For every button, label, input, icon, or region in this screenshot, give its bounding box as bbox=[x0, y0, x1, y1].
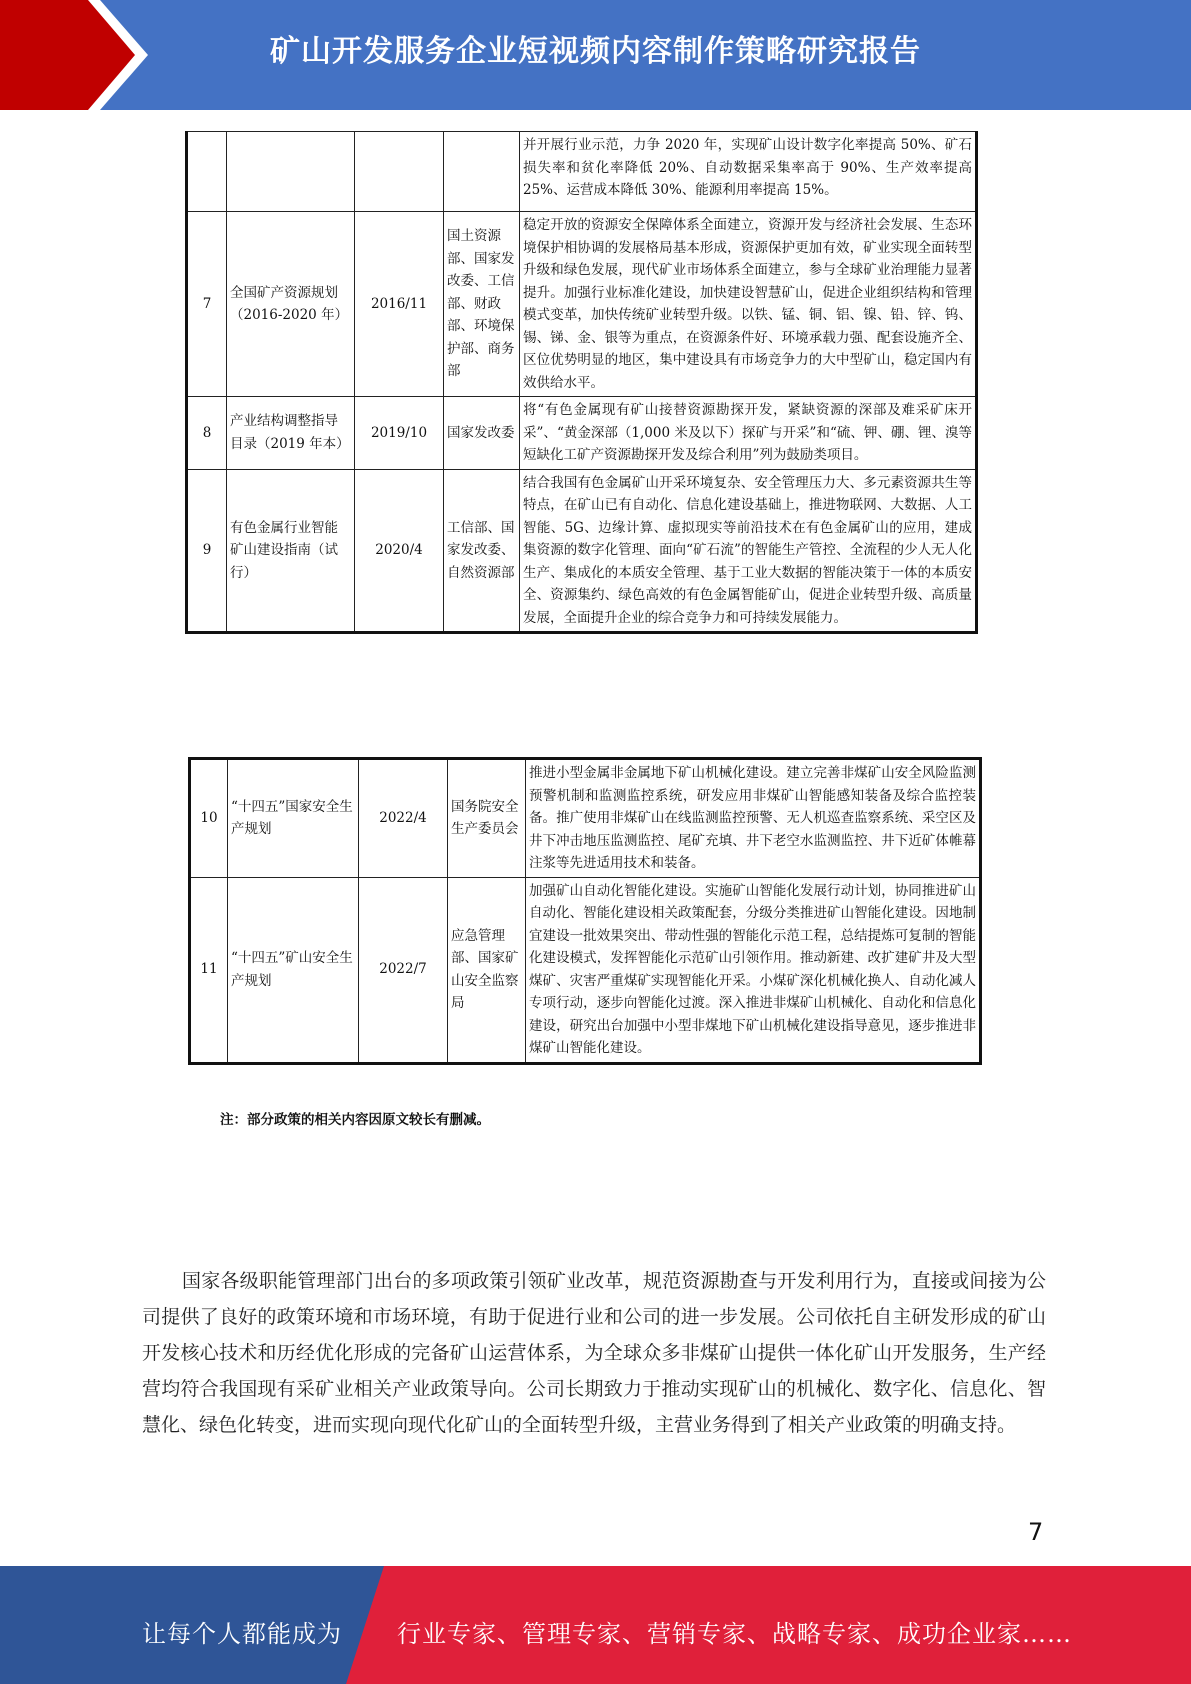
table-row bbox=[187, 132, 977, 212]
page-number: 7 bbox=[1028, 1518, 1044, 1546]
table-row bbox=[187, 397, 977, 470]
table-row bbox=[190, 759, 981, 878]
footer-slogan-left: 让每个人都能成为 bbox=[142, 1620, 342, 1648]
row-number: 8 bbox=[187, 397, 227, 470]
policy-name: 有色金属行业智能矿山建设指南（试行） bbox=[227, 469, 355, 633]
issuing-department: 应急管理部、国家矿山安全监察局 bbox=[448, 877, 526, 1063]
row-number bbox=[187, 132, 227, 212]
policy-table-part-1 bbox=[185, 131, 978, 634]
policy-content: 稳定开放的资源安全保障体系全面建立，资源开发与经济社会发展、生态环境保护相协调的发展格局基本形成，资源保护更加有效，矿业实现全面转型升级和绿色发展，现代矿业市场体系全面建立，参与全球矿业治理能力显著提升。加强行业标准化建设，加快建设智慧矿山，促进企业组织结构和管理模式变革，加快传统矿业转型升级。以铁、锰、铜、铝、镍、铅、锌、钨、锡、锑、金、银等为重点，在资源条件好、环境承载力强、配套设施齐全、区位优势明显的地区，集中建设具有市场竞争力的大中型矿山，稳定国内有效供给水平。 bbox=[520, 212, 977, 397]
footer-slogan-right: 行业专家、管理专家、营销专家、战略专家、成功企业家…… bbox=[397, 1620, 1072, 1648]
table-row bbox=[187, 212, 977, 397]
policy-name: “十四五”矿山安全生产规划 bbox=[228, 877, 359, 1063]
row-number: 9 bbox=[187, 469, 227, 633]
issuing-department: 国土资源部、国家发改委、工信部、财政部、环境保护部、商务部 bbox=[444, 212, 520, 397]
policy-content: 并开展行业示范，力争 2020 年，实现矿山设计数字化率提高 50%、矿石损失率和贫化率降低 20%、自动数据采集率高于 90%、生产效率提高 25%、运营成本降低 30%、能源利用率提高 15%。 bbox=[520, 132, 977, 212]
policy-name: “十四五”国家安全生产规划 bbox=[228, 759, 359, 878]
policy-name bbox=[227, 132, 355, 212]
policy-table-part-2 bbox=[188, 757, 982, 1065]
issue-date: 2020/4 bbox=[355, 469, 444, 633]
policy-content: 加强矿山自动化智能化建设。实施矿山智能化发展行动计划，协同推进矿山自动化、智能化建设相关政策配套，分级分类推进矿山智能化建设。因地制宜建设一批效果突出、带动性强的智能化示范工程，总结提炼可复制的智能化建设模式，发挥智能化示范矿山引领作用。推动新建、改扩建矿井及大型煤矿、灾害严重煤矿实现智能化开采。小煤矿深化机械化换人、自动化减人专项行动，逐步向智能化过渡。深入推进非煤矿山机械化、自动化和信息化建设，研究出台加强中小型非煤地下矿山机械化建设指导意见，逐步推进非煤矿山智能化建设。 bbox=[526, 877, 981, 1063]
table-row bbox=[187, 469, 977, 633]
issue-date: 2022/4 bbox=[359, 759, 448, 878]
policy-name: 产业结构调整指导目录（2019 年本） bbox=[227, 397, 355, 470]
policy-content: 推进小型金属非金属地下矿山机械化建设。建立完善非煤矿山安全风险监测预警机制和监测监控系统，研发应用非煤矿山智能感知装备及综合监控装备。推广使用非煤矿山在线监测监控预警、无人机巡查监察系统、采空区及井下冲击地压监测监控、尾矿充填、井下老空水监测监控、井下近矿体帷幕注浆等先进适用技术和装备。 bbox=[526, 759, 981, 878]
row-number: 11 bbox=[190, 877, 228, 1063]
body-paragraph: 国家各级职能管理部门出台的多项政策引领矿业改革，规范资源勘查与开发利用行为，直接或间接为公司提供了良好的政策环境和市场环境，有助于促进行业和公司的进一步发展。公司依托自主研发形成的矿山开发核心技术和历经优化形成的完备矿山运营体系，为全球众多非煤矿山提供一体化矿山开发服务，生产经营均符合我国现有采矿业相关产业政策导向。公司长期致力于推动实现矿山的机械化、数字化、信息化、智慧化、绿色化转变，进而实现向现代化矿山的全面转型升级，主营业务得到了相关产业政策的明确支持。 bbox=[142, 1270, 1046, 1436]
report-title: 矿山开发服务企业短视频内容制作策略研究报告 bbox=[270, 34, 921, 69]
issue-date bbox=[355, 132, 444, 212]
policy-content: 结合我国有色金属矿山开采环境复杂、安全管理压力大、多元素资源共生等特点，在矿山已有自动化、信息化建设基础上，推进物联网、大数据、人工智能、5G、边缘计算、虚拟现实等前沿技术在有色金属矿山的应用，建成集资源的数字化管理、面向“矿石流”的智能生产管控、全流程的少人无人化生产、集成化的本质安全管理、基于工业大数据的智能决策于一体的本质安全、资源集约、绿色高效的有色金属智能矿山，促进企业转型升级、高质量发展，全面提升企业的综合竞争力和可持续发展能力。 bbox=[520, 469, 977, 633]
issuing-department: 工信部、国家发改委、自然资源部 bbox=[444, 469, 520, 633]
table-row bbox=[190, 877, 981, 1063]
issue-date: 2019/10 bbox=[355, 397, 444, 470]
row-number: 7 bbox=[187, 212, 227, 397]
table-note: 注：部分政策的相关内容因原文较长有删减。 bbox=[220, 1112, 490, 1128]
header-bar bbox=[0, 0, 1191, 110]
policy-name: 全国矿产资源规划（2016-2020 年） bbox=[227, 212, 355, 397]
issuing-department: 国家发改委 bbox=[444, 397, 520, 470]
footer-banner bbox=[0, 1566, 1191, 1684]
policy-content: 将“有色金属现有矿山接替资源勘探开发，紧缺资源的深部及难采矿床开采”、“黄金深部（1,000 米及以下）探矿与开采”和“硫、钾、硼、锂、溴等短缺化工矿产资源勘探开发及综合利用”列为鼓励类项目。 bbox=[520, 397, 977, 470]
issue-date: 2016/11 bbox=[355, 212, 444, 397]
issuing-department bbox=[444, 132, 520, 212]
row-number: 10 bbox=[190, 759, 228, 878]
chevron-decoration-icon bbox=[0, 0, 170, 110]
issue-date: 2022/7 bbox=[359, 877, 448, 1063]
issuing-department: 国务院安全生产委员会 bbox=[448, 759, 526, 878]
